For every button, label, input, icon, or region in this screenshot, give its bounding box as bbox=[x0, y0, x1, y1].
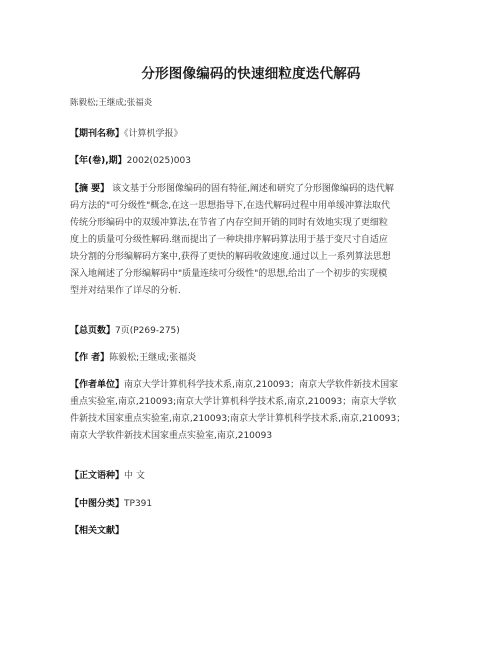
affiliation-line: 重点实验室,南京,210093;南京大学计算机科学技术系,南京,210093；南京大学软 bbox=[70, 397, 397, 407]
page-count-value: 7页(P269-275) bbox=[115, 326, 180, 336]
abstract-line: 深入地阐述了分形编解码中"质量连续可分级性"的思想,给出了一个初步的实现模 bbox=[70, 269, 388, 279]
page-count-field bbox=[70, 323, 442, 340]
affiliation-line: 件新技术国家重点实验室,南京,210093;南京大学计算机科学技术系,南京,210093； bbox=[70, 414, 406, 424]
abstract-line: 型并对结果作了详尽的分析. bbox=[70, 286, 181, 296]
affiliation-line: 南京大学软件新技术国家重点实验室,南京,210093 bbox=[70, 431, 273, 441]
classification-field bbox=[70, 496, 442, 513]
paper-title: 分形图像编码的快速细粒度迭代解码 bbox=[141, 66, 361, 82]
abstract-label: 【摘 要】 bbox=[70, 184, 110, 194]
language-value: 中 文 bbox=[124, 471, 145, 481]
page-count-label: 【总页数】 bbox=[70, 326, 116, 336]
year-volume-field bbox=[70, 153, 442, 170]
authors-field bbox=[70, 350, 442, 367]
affiliation-label: 【作者单位】 bbox=[70, 380, 125, 390]
year-volume-label: 【年(卷),期】 bbox=[70, 156, 127, 166]
classification-label: 【中图分类】 bbox=[70, 499, 125, 509]
abstract-line: 码方法的"可分级性"概念,在这一思想指导下,在迭代解码过程中用单缓冲算法取代 bbox=[70, 201, 391, 211]
language-field bbox=[70, 468, 442, 485]
abstract-line: 【摘 要】 该文基于分形图像编码的固有特征,阐述和研究了分形图像编码的迭代解 bbox=[70, 184, 394, 194]
journal-field bbox=[70, 126, 442, 143]
related-literature-label: 【相关文献】 bbox=[70, 526, 125, 536]
abstract-line: 度上的质量可分级性解码.继而提出了一种块排序解码算法用于基于变尺寸自适应 bbox=[70, 235, 388, 245]
abstract-field bbox=[70, 181, 442, 300]
year-volume-value: 2002(025)003 bbox=[126, 156, 191, 166]
affiliation-line: 【作者单位】南京大学计算机科学技术系,南京,210093；南京大学软件新技术国家 bbox=[70, 380, 399, 390]
journal-label: 【期刊名称】 bbox=[70, 129, 125, 139]
language-label: 【正文语种】 bbox=[70, 471, 125, 481]
abstract-line: 块分割的分形编解码方案中,获得了更快的解码收敛速度.通过以上一系列算法思想 bbox=[70, 252, 391, 262]
classification-value: TP391 bbox=[124, 499, 153, 509]
abstract-line: 传统分形编码中的双缓冲算法,在节省了内存空间开销的同时有效地实现了更细粒 bbox=[70, 218, 388, 228]
affiliation-field bbox=[70, 377, 442, 445]
authors-label: 【作 者】 bbox=[70, 353, 110, 363]
related-literature-field bbox=[70, 523, 442, 540]
journal-value: 《计算机学报》 bbox=[124, 129, 183, 139]
author-line: 陈毅松;王继成;张福炎 bbox=[70, 98, 153, 108]
authors-value: 陈毅松;王继成;张福炎 bbox=[109, 353, 197, 363]
